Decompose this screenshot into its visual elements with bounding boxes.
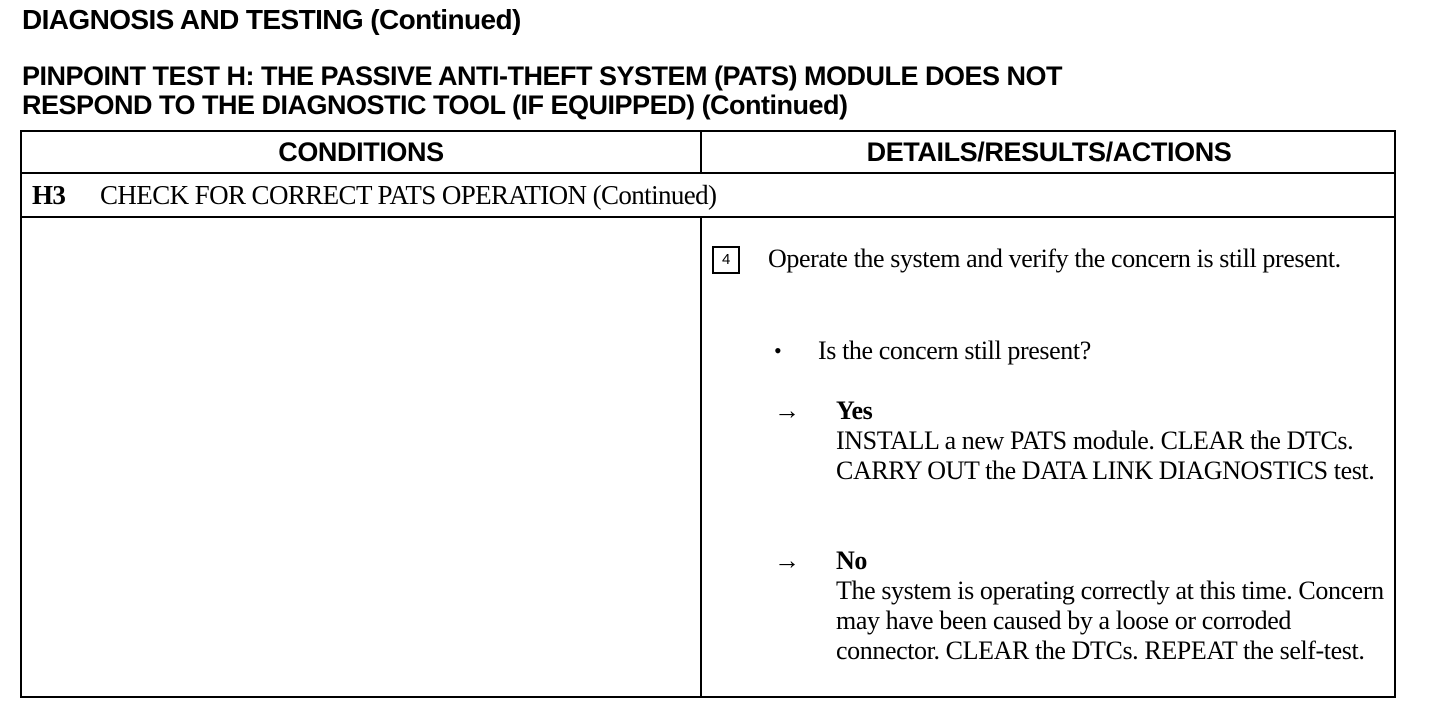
step-row — [22, 174, 1394, 218]
pinpoint-test-title — [22, 62, 1402, 120]
arrow-right-icon: → — [774, 396, 800, 425]
question-text: Is the concern still present? — [818, 336, 1091, 365]
bullet-icon: • — [774, 338, 782, 363]
conditions-column-header: CONDITIONS — [22, 132, 702, 172]
yes-action-text: INSTALL a new PATS module. CLEAR the DTCs. CARRY OUT the DATA LINK DIAGNOSTICS test. — [836, 426, 1375, 485]
table-header-row — [22, 132, 1394, 174]
answer-yes — [836, 396, 1396, 486]
test-title-line-1: PINPOINT TEST H: THE PASSIVE ANTI-THEFT SYSTEM (PATS) MODULE DOES NOT — [22, 61, 1063, 91]
details-cell — [702, 218, 1396, 696]
step-number-box: 4 — [712, 246, 740, 274]
instruction-text: Operate the system and verify the concern is still present. — [768, 244, 1341, 273]
step-id: H3 — [32, 180, 66, 210]
conditions-cell — [22, 218, 702, 696]
no-label: No — [836, 546, 867, 575]
arrow-right-icon: → — [774, 546, 800, 575]
yes-label: Yes — [836, 396, 873, 425]
step-title: CHECK FOR CORRECT PATS OPERATION (Continued) — [100, 180, 717, 210]
page-header: DIAGNOSIS AND TESTING (Continued) — [22, 4, 521, 35]
answer-no — [836, 546, 1396, 666]
no-action-text: The system is operating correctly at this time. Concern may have been caused by a loose or corroded connector. CLEAR the DTCs. REPEAT the self-test. — [836, 576, 1384, 665]
diagnostic-table — [20, 130, 1396, 698]
test-title-line-2: RESPOND TO THE DIAGNOSTIC TOOL (IF EQUIPPED) (Continued) — [22, 90, 848, 120]
details-column-header: DETAILS/RESULTS/ACTIONS — [866, 136, 1232, 167]
